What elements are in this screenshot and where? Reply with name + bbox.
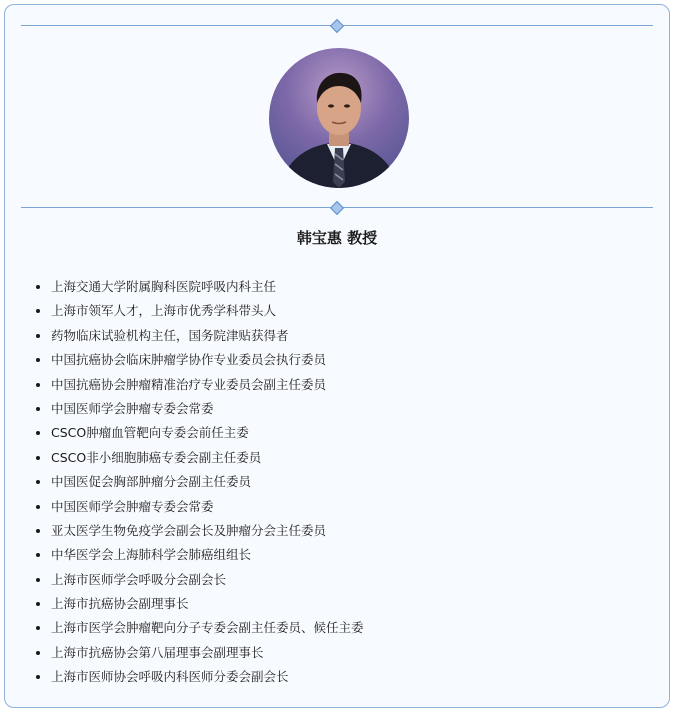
diamond-ornament-icon (330, 19, 344, 33)
list-item: • 上海市抗癌协会副理事长 (51, 592, 364, 616)
list-item: • 上海交通大学附属胸科医院呼吸内科主任 (51, 275, 364, 299)
portrait-photo-icon (269, 48, 409, 188)
profile-name: 韩宝惠 教授 (296, 229, 378, 247)
top-divider (21, 20, 653, 32)
list-item: • 上海市领军人才，上海市优秀学科带头人 (51, 299, 364, 323)
list-item: • 药物临床试验机构主任，国务院津贴获得者 (51, 324, 364, 348)
list-item: • 上海市医师协会呼吸内科医师分委会副会长 (51, 665, 364, 689)
list-item: • 中国医师学会肿瘤专委会常委 (51, 397, 364, 421)
list-item: • 中国抗癌协会临床肿瘤学协作专业委员会执行委员 (51, 348, 364, 372)
list-item: • 中华医学会上海肺科学会肺癌组组长 (51, 543, 364, 567)
list-item: • 上海市医师学会呼吸分会副会长 (51, 568, 364, 592)
roles-list (33, 275, 364, 690)
list-item: • CSCO肿瘤血管靶向专委会前任主委 (51, 421, 364, 445)
profile-photo (269, 48, 409, 188)
list-item: • CSCO非小细胞肺癌专委会副主任委员 (51, 446, 364, 470)
list-item: • 中国医师学会肿瘤专委会常委 (51, 495, 364, 519)
list-item: • 上海市抗癌协会第八届理事会副理事长 (51, 641, 364, 665)
list-item: • 上海市医学会肿瘤靶向分子专委会副主任委员、候任主委 (51, 616, 364, 640)
list-item: • 中国医促会胸部肿瘤分会副主任委员 (51, 470, 364, 494)
diamond-ornament-icon (330, 201, 344, 215)
list-item: • 中国抗癌协会肿瘤精准治疗专业委员会副主任委员 (51, 373, 364, 397)
list-item: • 亚太医学生物免疫学会副会长及肿瘤分会主任委员 (51, 519, 364, 543)
middle-divider (21, 202, 653, 214)
profile-card (4, 4, 670, 708)
